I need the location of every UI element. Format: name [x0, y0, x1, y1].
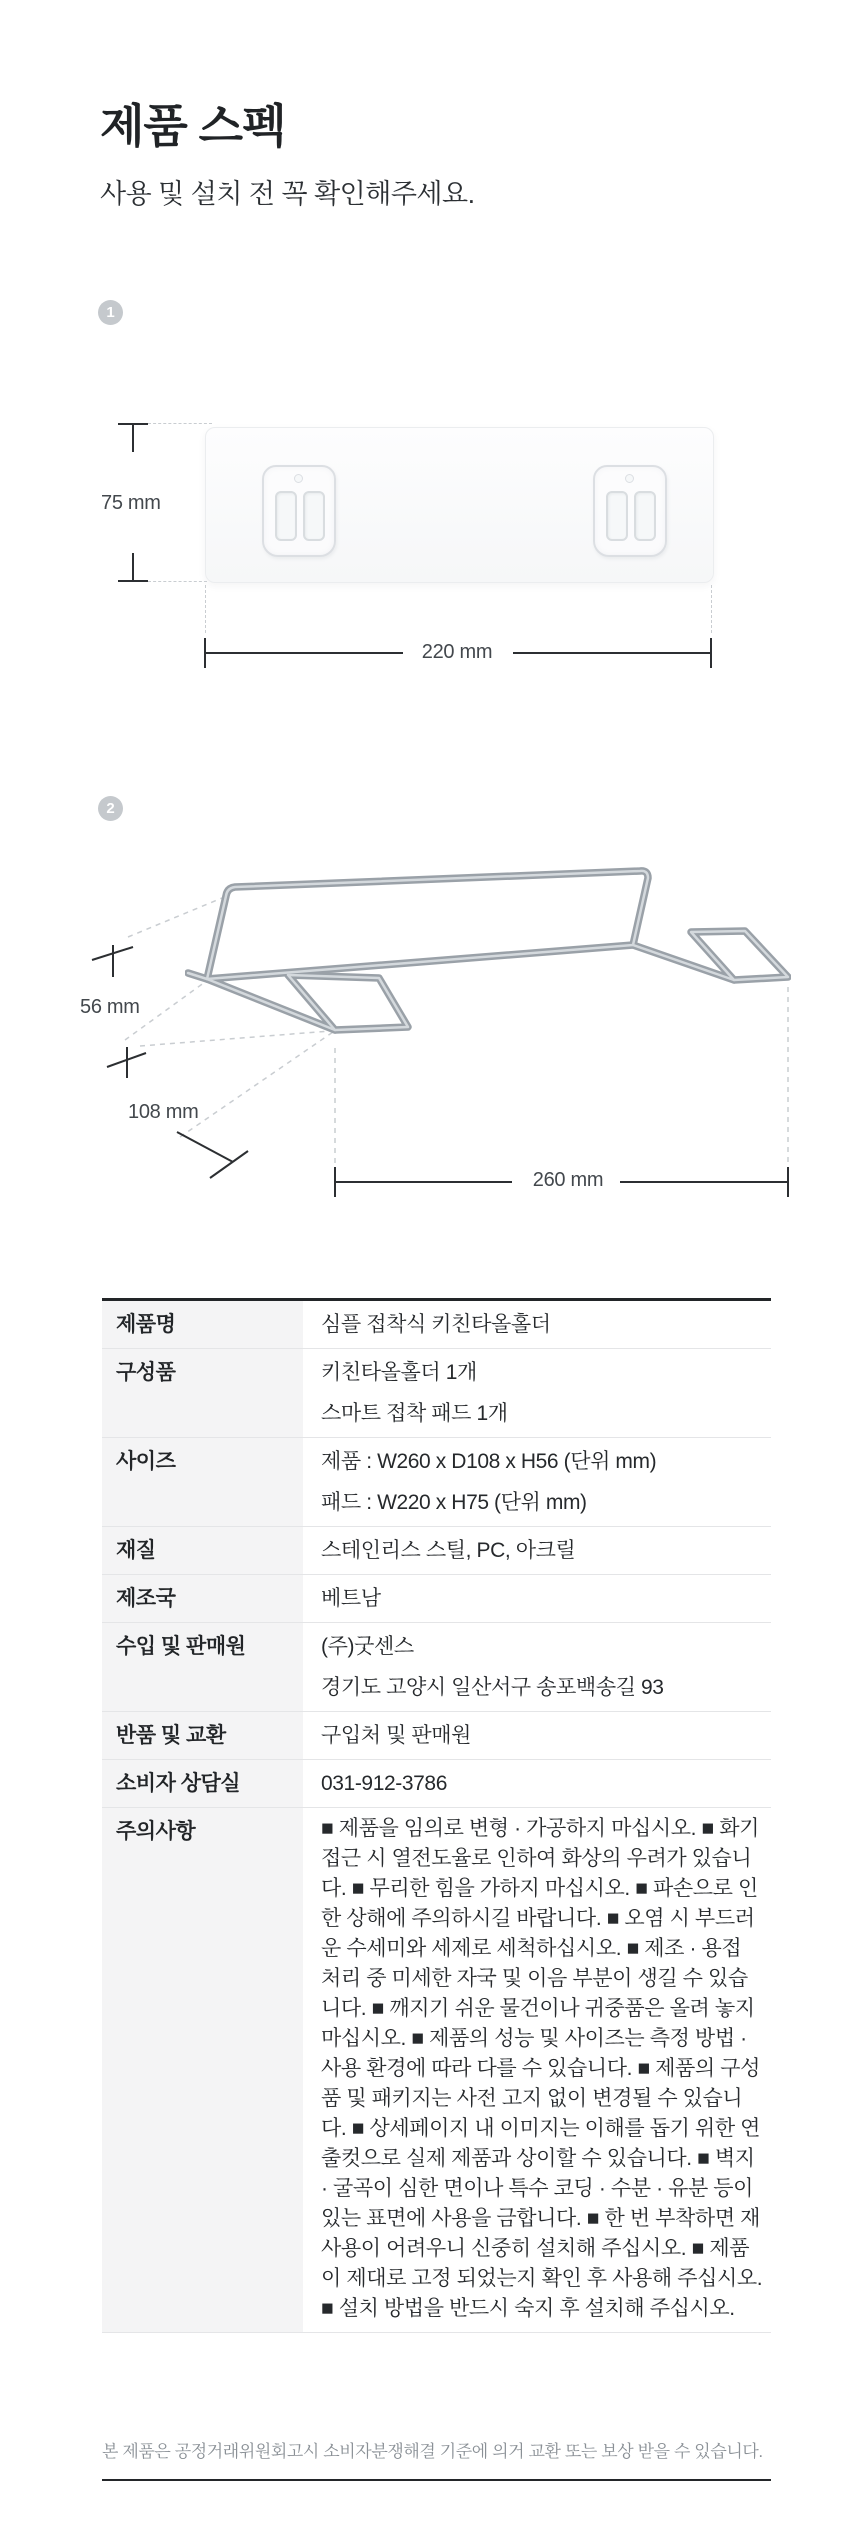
- page-subtitle: 사용 및 설치 전 꼭 확인해주세요.: [100, 179, 475, 209]
- value-line: 031-912-3786: [321, 1772, 447, 1795]
- row-value: [303, 1349, 771, 1437]
- row-value: [303, 1623, 771, 1711]
- row-label: 제조국: [102, 1575, 303, 1622]
- hook-slot: [606, 491, 628, 541]
- hook-slot: [634, 491, 656, 541]
- table-row: [102, 1349, 771, 1438]
- value-line: 구입처 및 판매원: [321, 1724, 472, 1747]
- hook-slot: [303, 491, 325, 541]
- value-line: 경기도 고양시 일산서구 송포백송길 93: [321, 1676, 664, 1699]
- badge-number: 1: [106, 304, 115, 321]
- row-label: 반품 및 교환: [102, 1712, 303, 1759]
- row-label: 제품명: [102, 1301, 303, 1348]
- row-label: 수입 및 판매원: [102, 1623, 303, 1711]
- dim-line: [132, 424, 134, 452]
- hook-pinhole: [625, 474, 634, 483]
- table-row: [102, 1527, 771, 1575]
- dim-line: [513, 652, 710, 654]
- row-value: [303, 1575, 771, 1622]
- table-row: [102, 1712, 771, 1760]
- holder-height-dim-label: 56 mm: [80, 996, 140, 1018]
- dim-line: [132, 553, 134, 581]
- row-label: 재질: [102, 1527, 303, 1574]
- holder-depth-dim-label: 108 mm: [128, 1101, 199, 1123]
- table-row: [102, 1438, 771, 1527]
- diagram1-number-badge: [98, 300, 123, 325]
- diagram2-number-badge: [98, 796, 123, 821]
- badge-number: 2: [106, 800, 115, 817]
- row-value: [303, 1760, 771, 1807]
- row-value: [303, 1301, 771, 1348]
- extension-dash: [148, 581, 207, 582]
- footer-note: 본 제품은 공정거래위원회고시 소비자분쟁해결 기준에 의거 교환 또는 보상 받을 수 있습니다.: [102, 2442, 763, 2461]
- row-label: 소비자 상담실: [102, 1760, 303, 1807]
- extension-dash: [205, 585, 206, 633]
- value-line: (주)굿센스: [321, 1635, 414, 1658]
- hook-slot: [275, 491, 297, 541]
- row-label: 구성품: [102, 1349, 303, 1437]
- page-title: 제품 스펙: [100, 100, 286, 152]
- extension-dash: [711, 585, 712, 633]
- row-value: [303, 1527, 771, 1574]
- adhesive-pad-image: [205, 427, 714, 583]
- row-value: [303, 1438, 771, 1526]
- value-line: 스마트 접착 패드 1개: [321, 1402, 508, 1425]
- table-row: [102, 1808, 771, 2333]
- extension-dash: [148, 423, 212, 424]
- row-value: [303, 1712, 771, 1759]
- value-line: 패드 : W220 x H75 (단위 mm): [321, 1491, 587, 1514]
- holder-width-dim-label: 260 mm: [532, 1169, 604, 1191]
- row-label: 주의사항: [102, 1808, 303, 2332]
- spec-table: [102, 1298, 771, 2333]
- table-row: [102, 1623, 771, 1712]
- table-row: [102, 1301, 771, 1349]
- pad-height-dim-label: 75 mm: [101, 492, 161, 514]
- pad-hook-right: [593, 465, 667, 557]
- hook-pinhole: [294, 474, 303, 483]
- dim-cap: [118, 580, 148, 582]
- table-row: [102, 1760, 771, 1808]
- footer-divider: [102, 2479, 771, 2481]
- value-line: 스테인리스 스틸, PC, 아크릴: [321, 1539, 576, 1562]
- value-line: 베트남: [321, 1587, 381, 1610]
- pad-width-dim-label: 220 mm: [421, 641, 493, 663]
- dim-cap: [710, 638, 712, 668]
- table-row: [102, 1575, 771, 1623]
- pad-hook-left: [262, 465, 336, 557]
- value-line: 심플 접착식 키친타올홀더: [321, 1313, 551, 1336]
- dim-line: [206, 652, 403, 654]
- towel-holder-image: [185, 863, 791, 1038]
- row-label: 사이즈: [102, 1438, 303, 1526]
- row-value: ■ 제품을 임의로 변형 · 가공하지 마십시오. ■ 화기 접근 시 열전도율로 인하여 화상의 우려가 있습니다. ■ 무리한 힘을 가하지 마십시오. ■ 파손으로 인한 상해에 주의하시길 바랍니다. ■ 오염 시 부드러운 수세미와 세제로 세척하십시오. ■ 제조 · 용접 처리 중 미세한 자국 및 이음 부분이 생길 수 있습니다. ■ 깨지기 쉬운 물건이나 귀중품은 올려 놓지 마십시오. ■ 제품의 성능 및 사이즈는 측정 방법 · 사용 환경에 따라 다를 수 있습니다. ■ 제품의 구성품 및 패키지는 사전 고지 없이 변경될 수 있습니다. ■ 상세페이지 내 이미지는 이해를 돕기 위한 연출컷으로 실제 제품과 상이할 수 있습니다. ■ 벽지 · 굴곡이 심한 면이나 특수 코딩 · 수분 · 유분 등이 있는 표면에 사용을 금합니다. ■ 한 번 부착하면 재사용이 어려우니 신중히 설치해 주십시오. ■ 제품이 제대로 고정 되었는지 확인 후 사용해 주십시오. ■ 설치 방법을 반드시 숙지 후 설치해 주십시오.: [321, 1817, 763, 2320]
- value-line: 제품 : W260 x D108 x H56 (단위 mm): [321, 1450, 657, 1473]
- value-line: 키친타올홀더 1개: [321, 1361, 477, 1384]
